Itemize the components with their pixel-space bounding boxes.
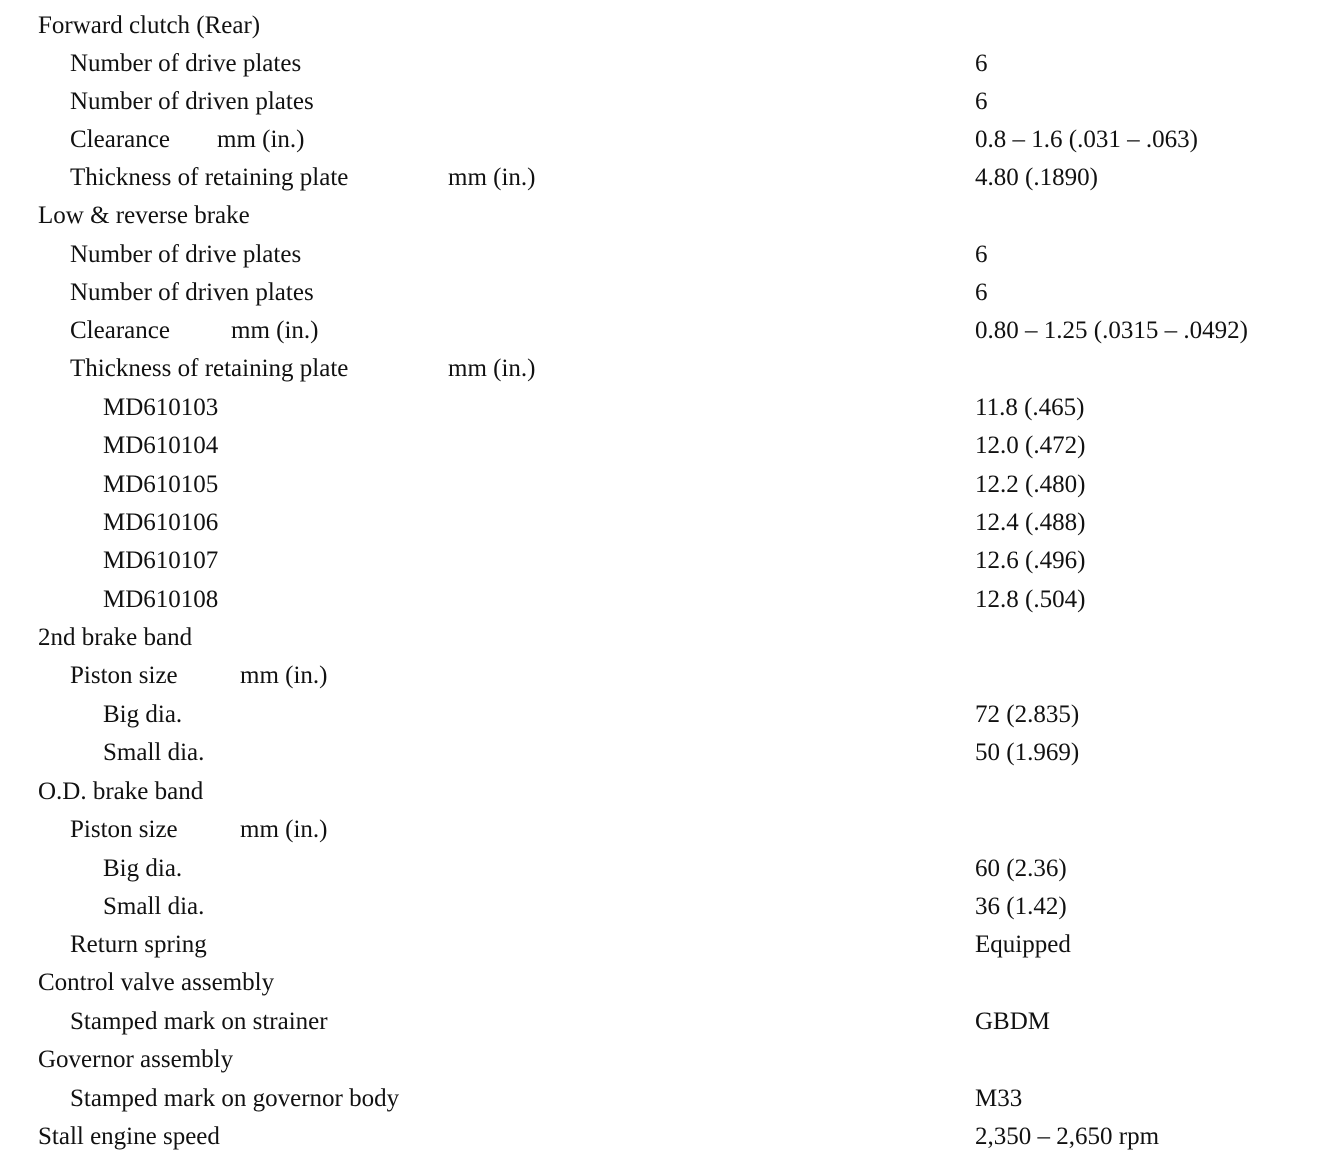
row-unit: mm (in.) (217, 126, 305, 153)
row-value: 4.80 (.1890) (975, 164, 1098, 191)
row-unit: mm (in.) (231, 317, 319, 344)
row-value: 6 (975, 50, 988, 77)
row-value: GBDM (975, 1008, 1051, 1035)
row-value: 12.8 (.504) (975, 586, 1086, 613)
row-value: 0.80 – 1.25 (.0315 – .0492) (975, 317, 1248, 344)
row-label: MD610103 (103, 394, 219, 421)
row-unit: mm (in.) (448, 355, 536, 382)
row-label: Clearance (70, 126, 170, 153)
row-label: Low & reverse brake (38, 202, 250, 229)
spec-row (0, 657, 1344, 695)
spec-row (0, 696, 1344, 734)
row-label: Stamped mark on strainer (70, 1008, 328, 1035)
row-value: 12.2 (.480) (975, 471, 1086, 498)
row-label: MD610105 (103, 471, 219, 498)
row-label: Piston size (70, 662, 178, 689)
spec-row (0, 811, 1344, 849)
spec-row (0, 274, 1344, 312)
row-value: 36 (1.42) (975, 893, 1067, 920)
row-label: Number of drive plates (70, 241, 302, 268)
row-label: Number of driven plates (70, 279, 314, 306)
spec-row (0, 1003, 1344, 1041)
row-label: Small dia. (103, 739, 205, 766)
row-label: MD610108 (103, 586, 219, 613)
spec-row (0, 542, 1344, 580)
spec-section-stall-speed (0, 1118, 1344, 1156)
spec-row (0, 350, 1344, 388)
spec-section-low-reverse-brake (0, 197, 1344, 235)
row-label: Clearance (70, 317, 170, 344)
row-label: Thickness of retaining plate (70, 355, 349, 382)
spec-section-forward-clutch (0, 7, 1344, 45)
row-label: MD610104 (103, 432, 219, 459)
spec-row (0, 734, 1344, 772)
spec-row (0, 850, 1344, 888)
row-label: 2nd brake band (38, 624, 193, 651)
spec-row (0, 312, 1344, 350)
row-label: Governor assembly (38, 1046, 234, 1073)
row-unit: mm (in.) (240, 662, 328, 689)
spec-section-od-brake-band (0, 773, 1344, 811)
row-label: Big dia. (103, 855, 183, 882)
spec-row (0, 504, 1344, 542)
row-value: M33 (975, 1085, 1023, 1112)
row-label: Stamped mark on governor body (70, 1085, 400, 1112)
row-value: 50 (1.969) (975, 739, 1080, 766)
spec-row (0, 389, 1344, 427)
row-value: 72 (2.835) (975, 701, 1080, 728)
row-value: 2,350 – 2,650 rpm (975, 1123, 1160, 1150)
spec-row (0, 45, 1344, 83)
spec-row (0, 236, 1344, 274)
spec-row (0, 466, 1344, 504)
spec-section-control-valve (0, 964, 1344, 1002)
row-label: Number of drive plates (70, 50, 302, 77)
row-value: 12.6 (.496) (975, 547, 1086, 574)
spec-row (0, 888, 1344, 926)
row-label: Forward clutch (Rear) (38, 12, 261, 39)
row-label: Number of driven plates (70, 88, 314, 115)
row-label: Stall engine speed (38, 1123, 220, 1150)
row-value: 0.8 – 1.6 (.031 – .063) (975, 126, 1198, 153)
spec-section-2nd-brake-band (0, 619, 1344, 657)
spec-row (0, 1080, 1344, 1118)
row-value: 11.8 (.465) (975, 394, 1085, 421)
row-unit: mm (in.) (240, 816, 328, 843)
row-label: Piston size (70, 816, 178, 843)
row-value: 60 (2.36) (975, 855, 1067, 882)
row-label: Small dia. (103, 893, 205, 920)
row-value: 12.0 (.472) (975, 432, 1086, 459)
spec-row (0, 83, 1344, 121)
row-value: Equipped (975, 931, 1071, 958)
row-label: Control valve assembly (38, 969, 275, 996)
spec-row (0, 581, 1344, 619)
row-value: 6 (975, 279, 988, 306)
spec-row (0, 926, 1344, 964)
row-value: 6 (975, 241, 988, 268)
row-label: Thickness of retaining plate (70, 164, 349, 191)
spec-row (0, 427, 1344, 465)
spec-row (0, 159, 1344, 197)
row-label: Return spring (70, 931, 207, 958)
spec-section-governor (0, 1041, 1344, 1079)
row-value: 6 (975, 88, 988, 115)
row-label: MD610106 (103, 509, 219, 536)
row-value: 12.4 (.488) (975, 509, 1086, 536)
row-unit: mm (in.) (448, 164, 536, 191)
row-label: Big dia. (103, 701, 183, 728)
spec-row (0, 121, 1344, 159)
row-label: MD610107 (103, 547, 219, 574)
row-label: O.D. brake band (38, 778, 204, 805)
